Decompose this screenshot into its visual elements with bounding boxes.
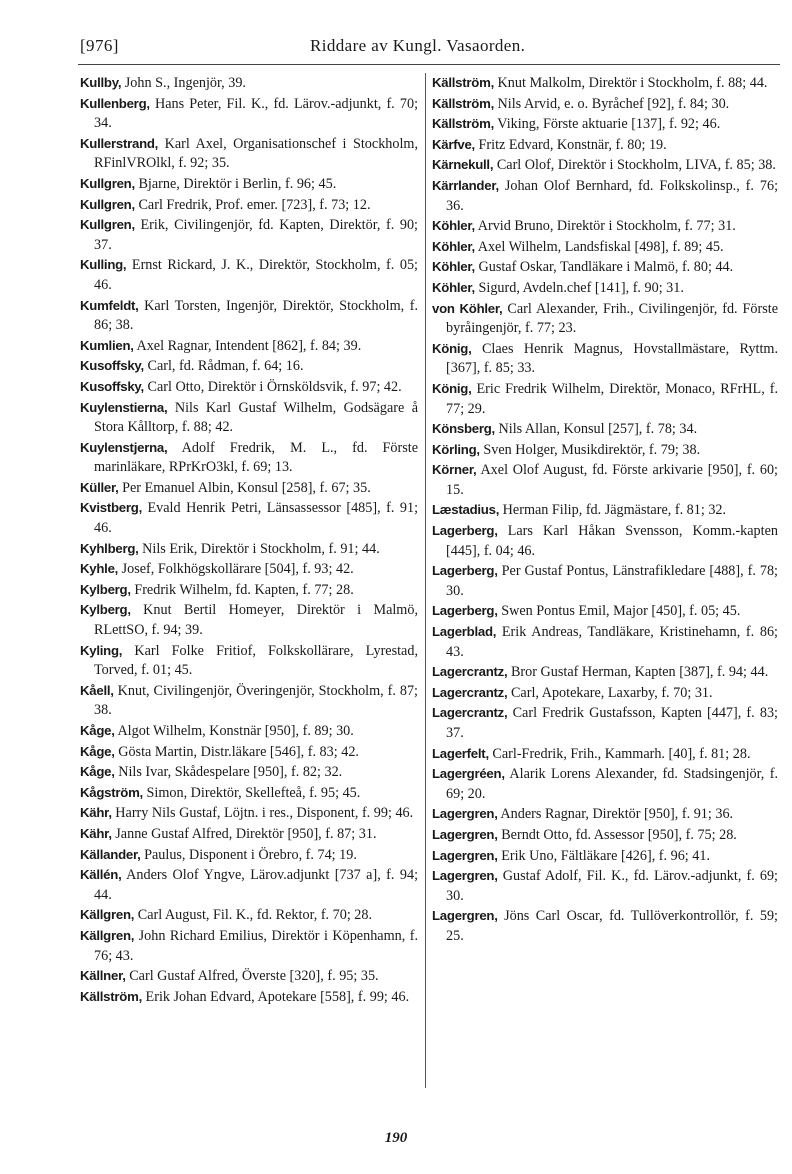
register-entry (432, 703, 778, 743)
page-number: 190 (384, 1130, 408, 1146)
entry-details: Axel Olof August, fd. Förste arkivarie [950], f. 60; 15. (446, 462, 779, 498)
entry-name: Kyhle, (80, 561, 119, 577)
entry-details: Harry Nils Gustaf, Löjtn. i res., Disponent, f. 99; 46. (115, 805, 414, 822)
entry-name: Lagerberg, (432, 523, 498, 539)
entry-details: Nils Erik, Direktör i Stockholm, f. 91; 44. (142, 540, 380, 557)
register-entry (432, 561, 778, 601)
register-entry (80, 600, 418, 640)
entry-name: Læstadius, (432, 502, 500, 518)
entry-details: Gustaf Oskar, Tandläkare i Malmö, f. 80; 44. (478, 259, 734, 276)
entry-name: Källgren, (80, 907, 135, 923)
register-entry (432, 440, 778, 461)
entry-name: Kähr, (80, 805, 112, 821)
entry-details: Lars Karl Håkan Svensson, Komm.-kapten [445], f. 04; 46. (446, 523, 778, 559)
entry-name: Lagerfelt, (432, 745, 489, 761)
entry-details: Paulus, Disponent i Örebro, f. 74; 19. (144, 846, 357, 863)
entry-details: Carl August, Fil. K., fd. Rektor, f. 70; 28. (137, 907, 373, 924)
register-entry (432, 379, 778, 419)
entry-details: Karl Torsten, Ingenjör, Direktör, Stockholm, f. 86; 38. (94, 297, 419, 334)
entry-name: Källström, (80, 988, 142, 1004)
header-rule (78, 64, 780, 65)
register-entry (80, 478, 418, 499)
entry-details: Carl-Fredrik, Frih., Kammarh. [40], f. 81; 28. (492, 745, 751, 762)
entry-name: Kärrlander, (432, 177, 499, 193)
entry-name: Källner, (80, 968, 126, 984)
entry-name: Kusoffsky, (80, 358, 144, 374)
register-entry (432, 94, 778, 115)
entry-details: Knut Malkolm, Direktör i Stockholm, f. 88; 44. (497, 75, 768, 91)
entry-name: Körling, (432, 441, 480, 457)
entry-details: John Richard Emilius, Direktör i Köpenhamn, f. 76; 43. (94, 927, 418, 964)
register-entry (432, 299, 778, 339)
entry-name: Kullgren, (80, 175, 135, 191)
register-entry (432, 339, 778, 379)
register-entry (432, 521, 778, 561)
entry-name: Kullgren, (80, 217, 135, 233)
entry-details: Per Gustaf Pontus, Länstrafikledare [488], f. 78; 30. (446, 563, 778, 599)
entry-name: Källström, (432, 75, 494, 90)
entry-name: Kåell, (80, 682, 114, 698)
entry-details: Jöns Carl Oscar, fd. Tullöverkontrollör, f. 59; 25. (446, 908, 778, 944)
entry-details: Eric Fredrik Wilhelm, Direktör, Monaco, RFrHL, f. 77; 29. (446, 380, 779, 417)
entry-name: Källén, (80, 867, 122, 883)
entry-details: Bjarne, Direktör i Berlin, f. 96; 45. (138, 175, 337, 192)
register-entry (432, 683, 778, 704)
entry-name: Lagergren, (432, 847, 498, 863)
register-entry (432, 216, 778, 237)
entry-name: Kähr, (80, 825, 112, 841)
entry-name: Lagerberg, (432, 563, 498, 579)
register-entry (432, 622, 778, 662)
register-entry (80, 865, 418, 905)
register-entry (432, 419, 778, 440)
entry-name: Kullgren, (80, 196, 135, 212)
entry-details: Bror Gustaf Herman, Kapten [387], f. 94; 44. (510, 664, 769, 681)
entry-name: Lagerblad, (432, 624, 497, 640)
entry-details: Carl, Apotekare, Laxarby, f. 70; 31. (510, 684, 713, 701)
entry-details: Arvid Bruno, Direktör i Stockholm, f. 77; 31. (477, 218, 736, 235)
entry-details: Carl, fd. Rådman, f. 64; 16. (147, 358, 304, 375)
entry-details: Algot Wilhelm, Konstnär [950], f. 89; 30. (117, 723, 354, 739)
register-entry (432, 906, 778, 946)
register-entry (432, 176, 778, 216)
register-entry (432, 764, 778, 804)
entry-details: Swen Pontus Emil, Major [450], f. 05; 45. (501, 603, 741, 620)
entry-name: Kvistberg, (80, 500, 142, 516)
register-entry (432, 155, 778, 176)
register-entry (80, 987, 418, 1008)
entry-details: Claes Henrik Magnus, Hovstallmästare, Ryttm. [367], f. 85; 33. (446, 340, 778, 377)
register-entry (80, 94, 418, 134)
page-header (80, 36, 780, 60)
entry-name: Lagercrantz, (432, 664, 508, 680)
register-entry (80, 845, 418, 866)
entry-details: Carl Olof, Direktör i Stockholm, LIVA, f. 85; 38. (496, 157, 776, 174)
register-entry (80, 73, 418, 94)
register-entry (432, 135, 778, 156)
entry-name: Kyling, (80, 642, 123, 658)
register-entry (80, 905, 418, 926)
entry-name: von Köhler, (432, 300, 503, 316)
entry-name: Kågström, (80, 784, 143, 800)
entry-details: Herman Filip, fd. Jägmästare, f. 81; 32. (502, 502, 727, 519)
register-entry (80, 356, 418, 377)
register-entry (432, 278, 778, 299)
entry-name: Kullerstrand, (80, 135, 159, 151)
register-entry (80, 803, 418, 824)
entry-details: Anders Olof Yngve, Lärov.adjunkt [737 a], f. 94; 44. (94, 867, 419, 903)
register-entry (80, 926, 418, 966)
register-entry (432, 257, 778, 278)
entry-details: Nils Allan, Konsul [257], f. 78; 34. (498, 421, 698, 438)
entry-name: Kumlien, (80, 337, 134, 353)
entry-name: Köhler, (432, 279, 475, 295)
entry-details: Viking, Förste aktuarie [137], f. 92; 46. (497, 116, 721, 133)
entry-details: Josef, Folkhögskollärare [504], f. 93; 42. (121, 561, 354, 578)
register-entry (80, 195, 418, 216)
entry-name: Kåge, (80, 723, 115, 738)
register-entry (432, 114, 778, 135)
register-entry (80, 255, 418, 295)
entry-name: Körner, (432, 462, 477, 478)
register-entry (80, 742, 418, 763)
column-divider (425, 73, 426, 1088)
entry-name: Köhler, (432, 238, 475, 254)
register-entry (432, 601, 778, 622)
register-entry (80, 438, 418, 478)
register-entry (80, 641, 418, 681)
entry-details: Janne Gustaf Alfred, Direktör [950], f. 87; 31. (115, 825, 377, 842)
entry-details: John S., Ingenjör, 39. (124, 75, 246, 91)
register-entry (80, 498, 418, 538)
register-entry (80, 580, 418, 601)
entry-details: Erik, Civilingenjör, fd. Kapten, Direktör, f. 90; 37. (94, 217, 418, 253)
entry-name: König, (432, 380, 472, 396)
entry-name: Kullby, (80, 75, 122, 90)
page-title: Riddare av Kungl. Vasaorden. (310, 36, 526, 55)
entry-details: Adolf Fredrik, M. L., fd. Förste marinläkare, RPrKrO3kl, f. 69; 13. (94, 439, 419, 476)
register-entry (432, 846, 778, 867)
register-entry (80, 336, 418, 357)
register-entry (432, 866, 778, 906)
entry-name: Källström, (432, 116, 494, 132)
entry-details: Gustaf Adolf, Fil. K., fd. Lärov.-adjunkt, f. 69; 30. (446, 868, 779, 904)
entry-details: Evald Henrik Petri, Länsassessor [485], f. 91; 46. (94, 500, 419, 537)
entry-details: Simon, Direktör, Skellefteå, f. 95; 45. (146, 784, 361, 801)
register-entry (80, 721, 418, 742)
register-entry (80, 783, 418, 804)
register-entry (432, 500, 778, 521)
entry-details: Carl Fredrik Gustafsson, Kapten [447], f. 83; 37. (446, 705, 778, 741)
entry-name: Kumfeldt, (80, 297, 139, 313)
register-entry (432, 73, 778, 94)
entry-name: Kusoffsky, (80, 378, 144, 394)
entry-details: Nils Arvid, e. o. Byråchef [92], f. 84; 30. (497, 95, 730, 112)
register-entry (80, 134, 418, 174)
entry-details: Carl Otto, Direktör i Örnsköldsvik, f. 97; 42. (147, 378, 402, 395)
register-entry (80, 398, 418, 438)
right-column (432, 73, 778, 947)
entry-details: Fritz Edvard, Konstnär, f. 80; 19. (478, 136, 667, 153)
entry-details: Karl Folke Fritiof, Folkskollärare, Lyrestad, Torved, f. 01; 45. (94, 642, 418, 679)
entry-details: Gösta Martin, Distr.läkare [546], f. 83; 42. (118, 743, 359, 760)
entry-details: Alarik Lorens Alexander, fd. Stadsingenjör, f. 69; 20. (446, 766, 779, 802)
entry-details: Per Emanuel Albin, Konsul [258], f. 67; 35. (122, 479, 371, 496)
entry-name: Kuylenstierna, (80, 399, 168, 415)
entry-name: Kåge, (80, 743, 115, 759)
entry-details: Karl Axel, Organisationschef i Stockholm, RFinlVROlkl, f. 92; 35. (94, 135, 418, 172)
entry-name: Lagergren, (432, 806, 498, 822)
register-entry (80, 539, 418, 560)
entry-name: Kyhlberg, (80, 540, 139, 556)
entry-name: Kärnekull, (432, 157, 494, 173)
entry-name: Lagergren, (432, 908, 498, 924)
entry-name: Källgren, (80, 927, 135, 943)
register-entry (432, 460, 778, 500)
left-column (80, 73, 418, 1007)
entry-name: Lagercrantz, (432, 684, 508, 700)
register-entry (80, 296, 418, 336)
entry-name: Köhler, (432, 218, 475, 234)
entry-name: Lagergren, (432, 826, 498, 842)
entry-details: Johan Olof Bernhard, fd. Folkskolinsp., f. 76; 36. (446, 177, 779, 214)
entry-name: Källström, (432, 95, 494, 111)
register-entry (80, 559, 418, 580)
entry-details: Axel Wilhelm, Landsfiskal [498], f. 89; 45. (477, 238, 724, 255)
entry-name: Lagerberg, (432, 603, 498, 619)
register-entry (432, 237, 778, 258)
register-entry (80, 377, 418, 398)
entry-name: Köhler, (432, 259, 475, 275)
entry-details: Nils Ivar, Skådespelare [950], f. 82; 32. (118, 764, 343, 781)
entry-details: Carl Gustaf Alfred, Överste [320], f. 95; 35. (129, 968, 379, 985)
entry-details: Hans Peter, Fil. K., fd. Lärov.-adjunkt, f. 70; 34. (94, 95, 419, 132)
entry-details: Knut Bertil Homeyer, Direktör i Malmö, RLettSO, f. 94; 39. (94, 602, 418, 639)
entry-details: Knut, Civilingenjör, Överingenjör, Stockholm, f. 87; 38. (94, 682, 418, 719)
entry-details: Carl Alexander, Frih., Civilingenjör, fd. Förste byråingenjör, f. 77; 23. (446, 300, 778, 337)
register-entry (80, 824, 418, 845)
register-entry (80, 966, 418, 987)
entry-name: Lagergréen, (432, 766, 505, 782)
register-entry (80, 215, 418, 255)
entry-name: Kylberg, (80, 581, 131, 597)
entry-details: Carl Fredrik, Prof. emer. [723], f. 73; 12. (138, 196, 371, 213)
register-entry (432, 744, 778, 765)
entry-details: Axel Ragnar, Intendent [862], f. 84; 39. (136, 337, 362, 354)
entry-name: Kärfve, (432, 136, 475, 152)
entry-details: Sigurd, Avdeln.chef [141], f. 90; 31. (478, 279, 684, 296)
entry-name: Küller, (80, 479, 119, 495)
entry-name: König, (432, 340, 472, 356)
entry-details: Erik Uno, Fältläkare [426], f. 96; 41. (501, 847, 711, 864)
register-entry (80, 174, 418, 195)
register-entry (432, 804, 778, 825)
entry-name: Källander, (80, 846, 141, 862)
entry-name: Lagergren, (432, 868, 498, 884)
entry-details: Berndt Otto, fd. Assessor [950], f. 75; 28. (501, 826, 737, 843)
register-entry (80, 681, 418, 721)
entry-name: Kuylenstjerna, (80, 439, 168, 455)
register-entry (432, 825, 778, 846)
entry-details: Nils Karl Gustaf Wilhelm, Godsägare å Stora Kålltorp, f. 88; 42. (94, 399, 418, 436)
entry-name: Lagercrantz, (432, 705, 508, 721)
entry-details: Fredrik Wilhelm, fd. Kapten, f. 77; 28. (134, 581, 354, 598)
entry-name: Kulling, (80, 257, 127, 273)
entry-name: Kåge, (80, 764, 115, 780)
entry-details: Sven Holger, Musikdirektör, f. 79; 38. (483, 441, 701, 458)
register-entry (432, 662, 778, 683)
entry-details: Ernst Rickard, J. K., Direktör, Stockholm, f. 05; 46. (94, 257, 418, 293)
entry-name: Könsberg, (432, 421, 495, 437)
entry-details: Erik Andreas, Tandläkare, Kristinehamn, f. 86; 43. (446, 624, 778, 660)
entry-details: Anders Ragnar, Direktör [950], f. 91; 36. (500, 806, 734, 823)
register-entry (80, 762, 418, 783)
entry-name: Kylberg, (80, 602, 131, 618)
entry-details: Erik Johan Edvard, Apotekare [558], f. 99; 46. (145, 988, 410, 1005)
entry-name: Kullenberg, (80, 95, 150, 111)
page-label: [976] (80, 36, 119, 55)
